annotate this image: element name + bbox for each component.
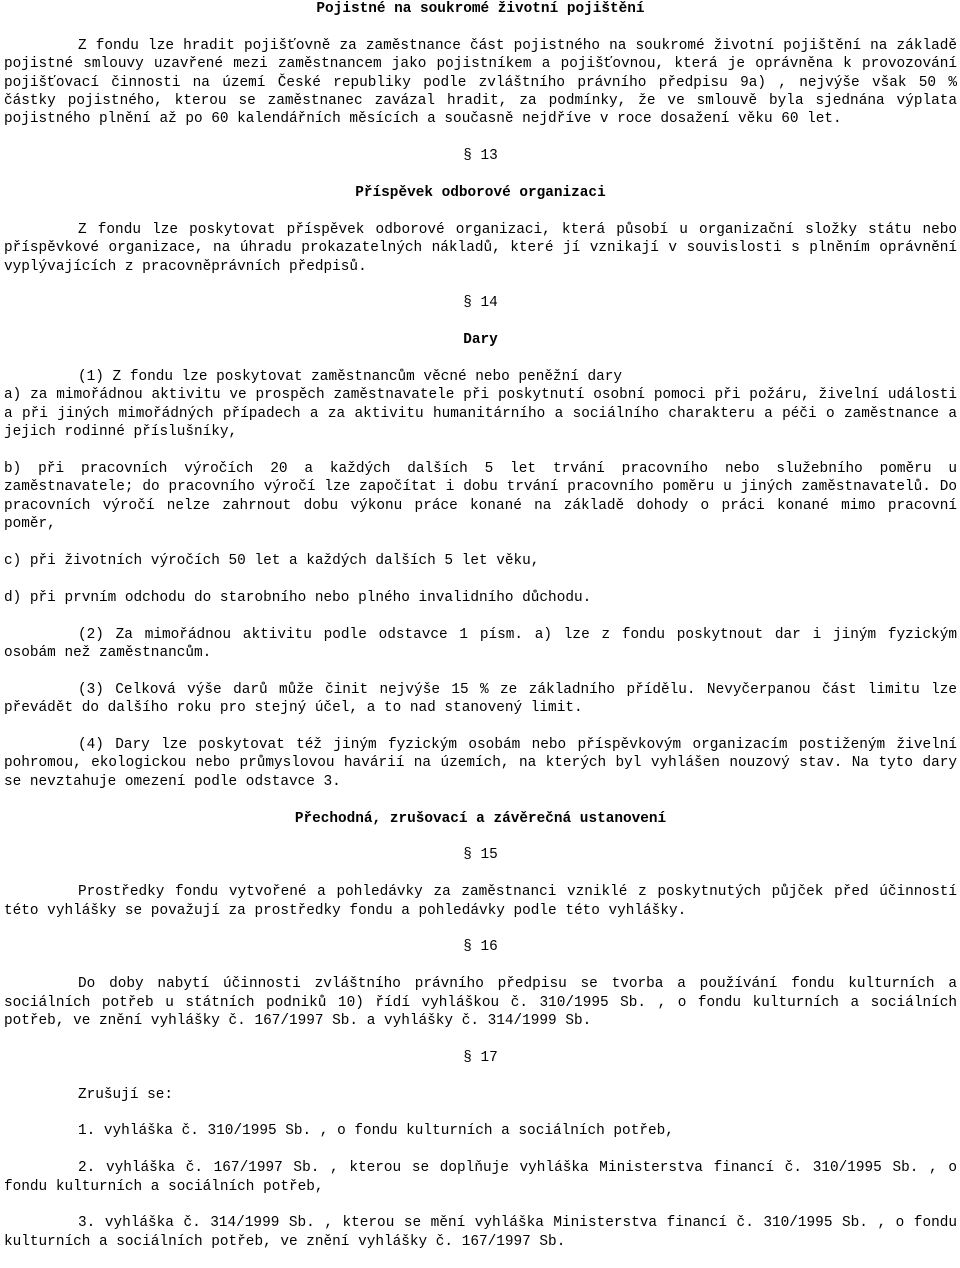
section-13-text: Z fondu lze poskytovat příspěvek odborové organizaci, která působí u organizační složky státu nebo příspěvkové organizace, na úhradu prokazatelných nákladů, které jí vznikají v souvislosti s plněním oprávnění vyplývajících z pracovněprávních předpisů.: [4, 221, 957, 275]
section-13-heading: Příspěvek odborové organizaci: [355, 185, 606, 202]
section-14-item-d: d) při prvním odchodu do starobního nebo plného invalidního důchodu.: [4, 589, 592, 606]
section-14-paragraph-4: (4) Dary lze poskytovat též jiným fyzickým osobám nebo příspěvkovým organizacím postiženým živelní pohromou, ekologickou nebo průmyslovou havárií na územích, na kterých byl vyhlášen nouzový stav. Na tyto dary se nevztahuje omezení podle odstavce 3.: [4, 737, 957, 790]
section-17-number: § 17: [463, 1049, 498, 1066]
intro-paragraph: Z fondu lze hradit pojišťovně za zaměstnance část pojistného na soukromé životní pojištění na základě pojistné smlouvy uzavřené mezi zaměstnancem jako pojistníkem a pojišťovnou, která je oprávněna k provozování pojišťovací činnosti na území České republiky podle zvláštního právního předpisu 9a) , nejvýše však 50 % částky pojistného, kterou se zaměstnanec zavázal hradit, za podmínky, že ve smlouvě byla sjednána výplata pojistného plnění až po 60 kalendářních měsících a současně nejdříve v roce dosažení věku 60 let.: [4, 37, 957, 128]
section-14-item-c: c) při životních výročích 50 let a každých dalších 5 let věku,: [4, 553, 540, 570]
section-14-paragraph-3: (3) Celková výše darů může činit nejvýše 15 % ze základního přídělu. Nevyčerpanou část limitu lze převádět do dalšího roku pro stejný účel, a to nad stanovený limit.: [4, 681, 957, 717]
section-14-paragraph-1: (1) Z fondu lze poskytovat zaměstnancům věcné nebo peněžní dary: [78, 369, 623, 386]
section-17-lead: Zrušují se:: [78, 1086, 173, 1103]
section-17-item-3: 3. vyhláška č. 314/1999 Sb. , kterou se mění vyhláška Ministerstva financí č. 310/1995 Sb. , o fondu kulturních a sociálních potřeb, ve znění vyhlášky č. 167/1997 Sb.: [4, 1215, 957, 1250]
transition-heading: Přechodná, zrušovací a závěrečná ustanovení: [294, 810, 667, 827]
section-15-text: Prostředky fondu vytvořené a pohledávky za zaměstnanci vzniklé z poskytnutých půjček před účinností této vyhlášky se považují za prostředky fondu a pohledávky podle této vyhlášky.: [4, 884, 957, 919]
section-13-number: § 13: [463, 148, 498, 165]
section-14-number: § 14: [463, 295, 498, 312]
section-16-number: § 16: [463, 939, 498, 956]
section-17-item-1: 1. vyhláška č. 310/1995 Sb. , o fondu kulturních a sociálních potřeb,: [78, 1123, 674, 1140]
section-15-number: § 15: [463, 847, 498, 864]
section-14-item-b: b) při pracovních výročích 20 a každých dalších 5 let trvání pracovního nebo služebního poměru u zaměstnavatele; do pracovního výročí lze započítat i dobu trvání pracovního poměru u jiných zaměstnavatelů. Do pracovních výročí nelze zahrnout dobu výkonu práce konané na základě dohody o práci konané mimo pracovní poměr,: [4, 461, 957, 533]
section-17-item-2: 2. vyhláška č. 167/1997 Sb. , kterou se doplňuje vyhláška Ministerstva financí č. 310/1995 Sb. , o fondu kulturních a sociálních potřeb,: [4, 1160, 957, 1195]
section-14-paragraph-2: (2) Za mimořádnou aktivitu podle odstavce 1 písm. a) lze z fondu poskytnout dar i jiným fyzickým osobám než zaměstnancům.: [4, 626, 957, 662]
page-title: Pojistné na soukromé životní pojištění: [316, 1, 645, 17]
section-14-heading: Dary: [463, 332, 498, 349]
section-16-text: Do doby nabytí účinnosti zvláštního právního předpisu se tvorba a používání fondu kulturních a sociálních potřeb u státních podniků 10) řídí vyhláškou č. 310/1995 Sb. , o fondu kulturních a sociálních potřeb, ve znění vyhlášky č. 167/1997 Sb. a vyhlášky č. 314/1999 Sb.: [4, 976, 957, 1030]
section-14-item-a: a) za mimořádnou aktivitu ve prospěch zaměstnavatele při poskytnutí osobní pomoci při požáru, živelní události a při jiných mimořádných případech a za aktivitu humanitárního a sociálního charakteru a péči o zaměstnance a jejich rodinné příslušníky,: [4, 387, 957, 441]
